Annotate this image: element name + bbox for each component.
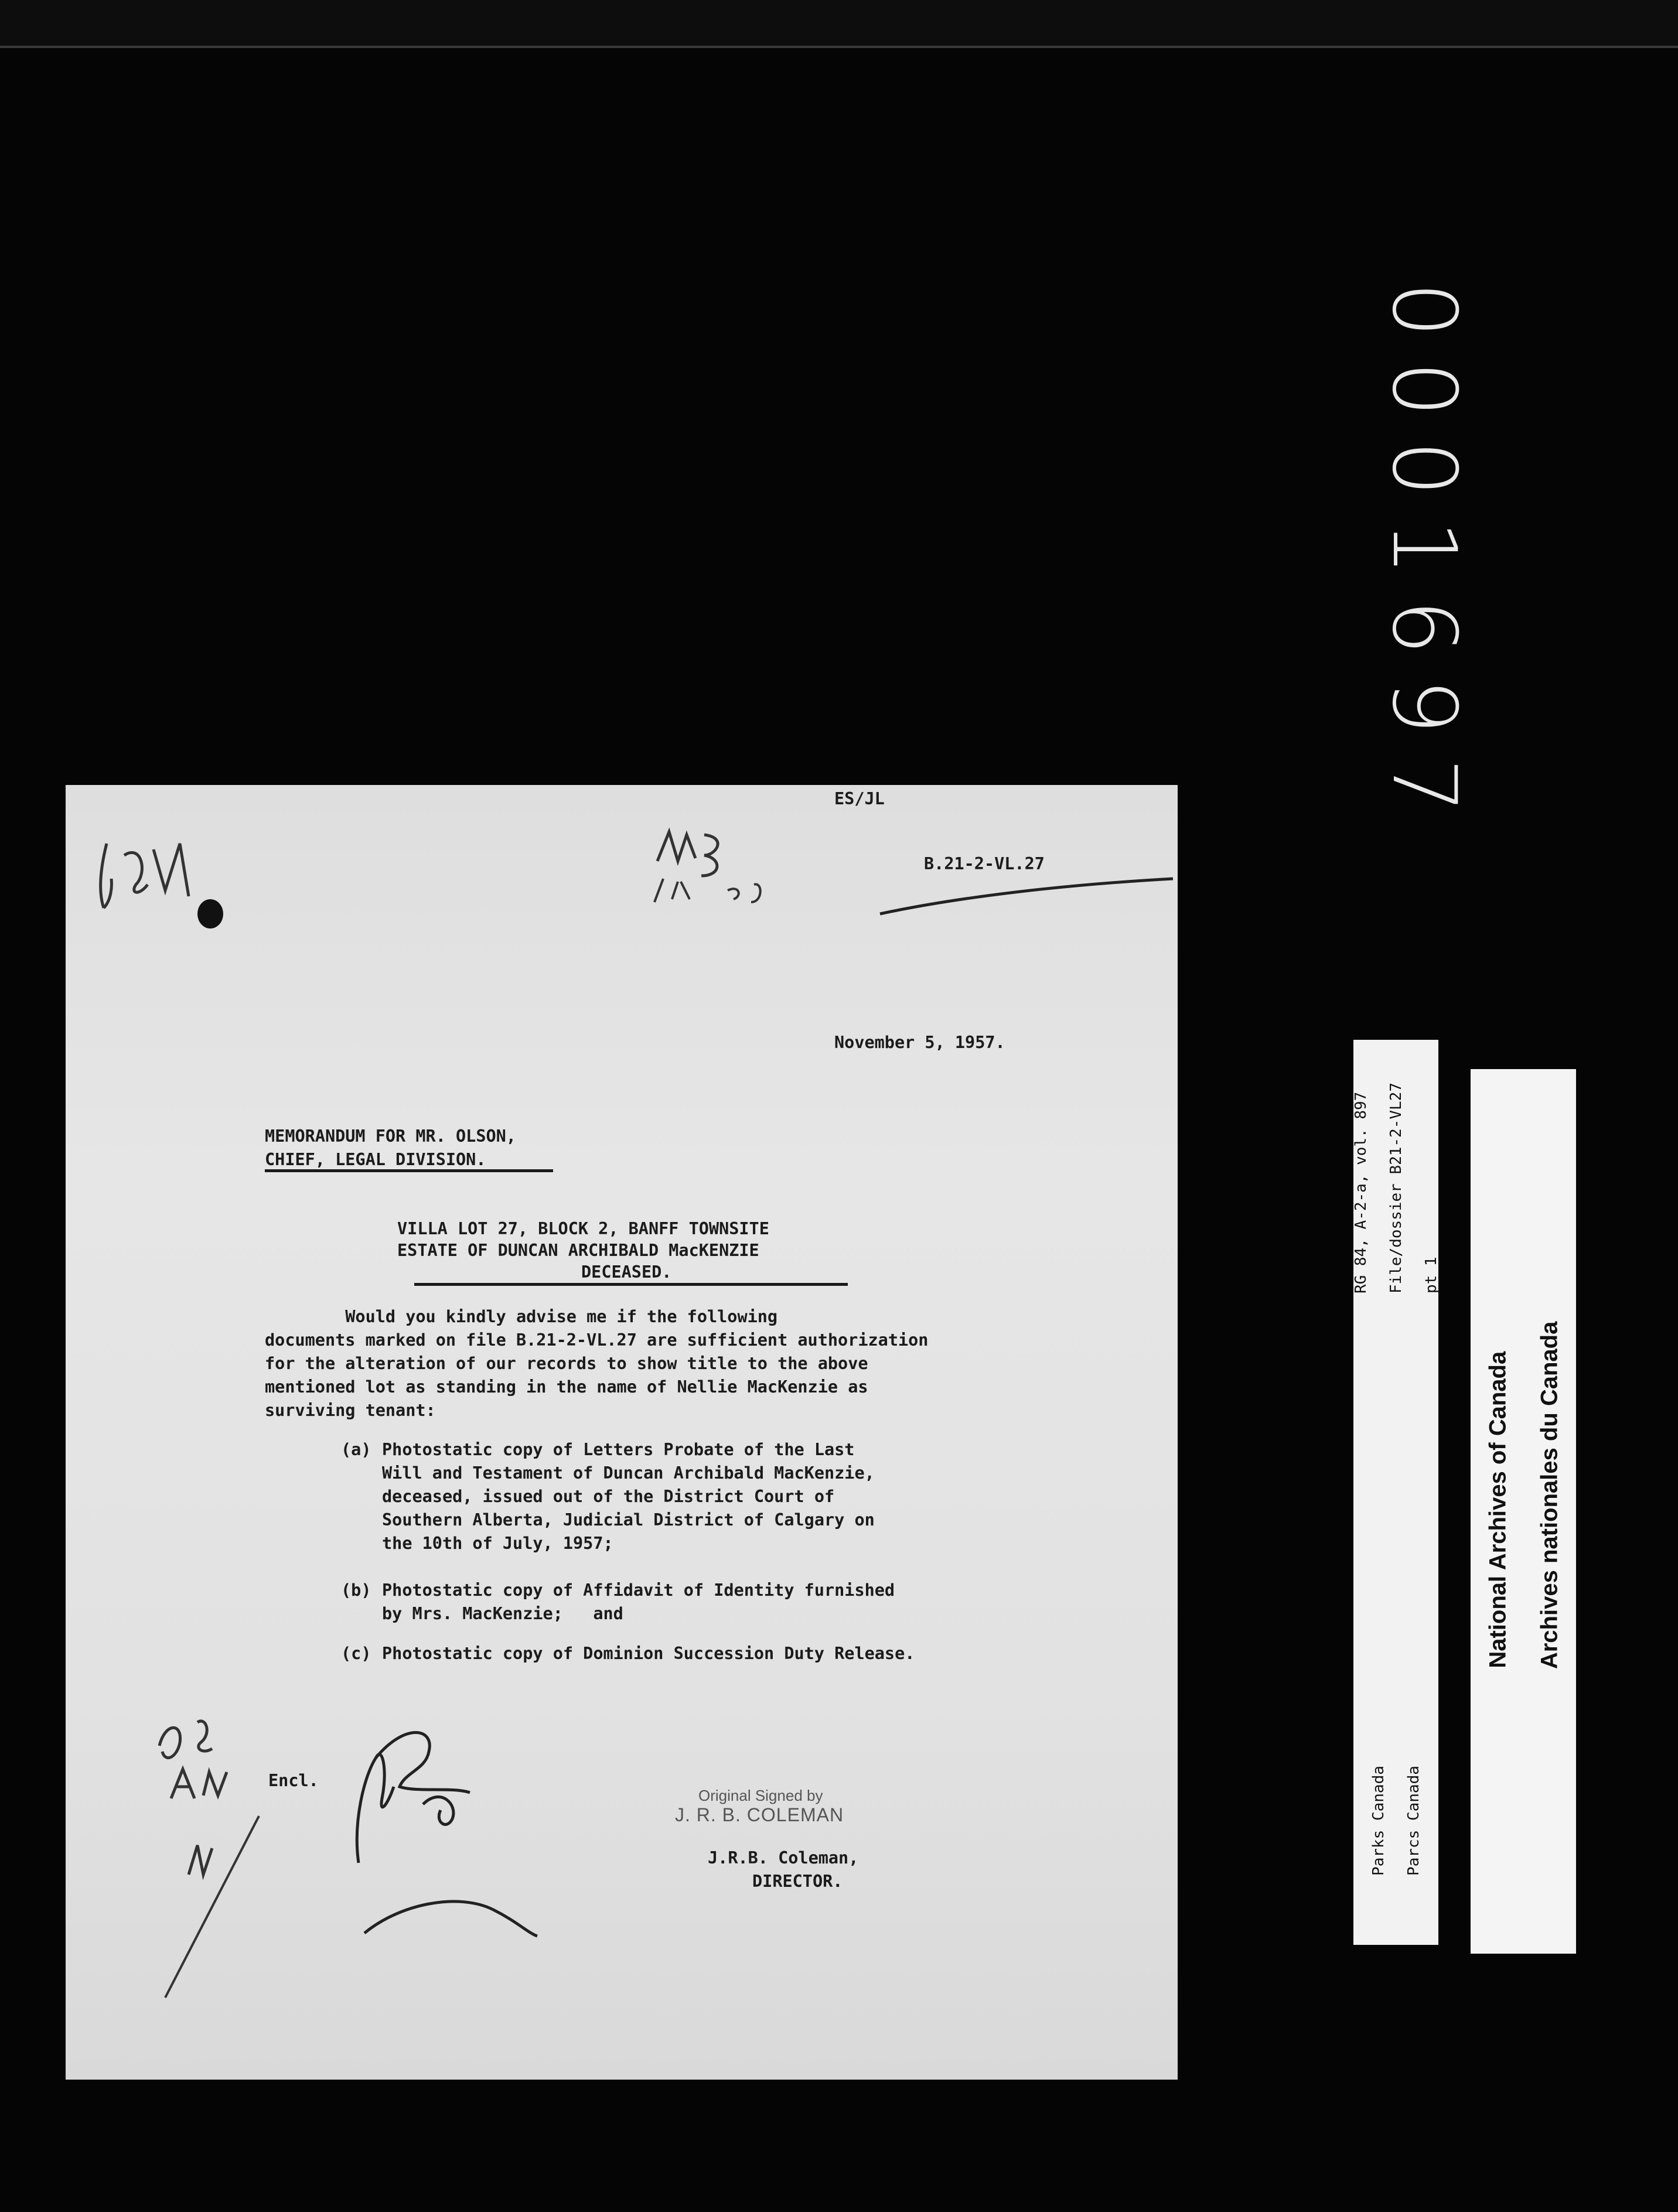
memo-date: November 5, 1957. <box>834 1033 1005 1052</box>
body-line: surviving tenant: <box>265 1401 436 1420</box>
film-frame-number: 0001697 <box>1373 281 1475 838</box>
parks-canada-fr: Parcs Canada <box>1404 1766 1423 1876</box>
body-line: documents marked on file B.21-2-VL.27 are sufficient authorization <box>265 1330 929 1350</box>
original-signed-stamp-line2: J. R. B. COLEMAN <box>675 1804 844 1825</box>
subject-line1: VILLA LOT 27, BLOCK 2, BANFF TOWNSITE <box>397 1219 769 1238</box>
signatory-name: J.R.B. Coleman, <box>708 1848 859 1868</box>
body-line: Would you kindly advise me if the following <box>265 1307 778 1326</box>
ref-line3: pt 1 <box>1422 1257 1440 1294</box>
film-edge-line <box>0 46 1678 48</box>
reference-initials: ES/JL <box>834 789 885 808</box>
enclosure-notation: Encl. <box>268 1771 319 1790</box>
addressee-underline <box>265 1169 553 1172</box>
item-b-line: by Mrs. MacKenzie; and <box>382 1604 623 1623</box>
parks-canada-label <box>1353 1040 1438 1945</box>
subject-line3: DECEASED. <box>581 1262 672 1282</box>
subject-underline <box>414 1283 848 1286</box>
ref-line1: RG 84, A-2-a, vol. 897 <box>1352 1091 1370 1294</box>
file-number: B.21-2-VL.27 <box>924 854 1045 873</box>
item-a-label: (a) <box>341 1440 371 1459</box>
item-a-line: the 10th of July, 1957; <box>382 1534 613 1553</box>
body-line: for the alteration of our records to show title to the above <box>265 1354 868 1373</box>
file-number-underline <box>874 873 1179 920</box>
handwritten-initials-top-left <box>83 820 212 926</box>
national-archives-fr: Archives nationales du Canada <box>1536 1321 1562 1670</box>
memo-page <box>66 785 1178 2080</box>
handwritten-annotation-bottom-left <box>148 1699 341 2003</box>
national-archives-en: National Archives of Canada <box>1485 1351 1510 1668</box>
handwritten-signature <box>341 1716 611 1939</box>
body-line: mentioned lot as standing in the name of Nellie MacKenzie as <box>265 1377 868 1397</box>
item-a-line: Will and Testament of Duncan Archibald MacKenzie, <box>382 1463 875 1483</box>
signatory-title: DIRECTOR. <box>752 1872 843 1891</box>
item-c-label: (c) <box>341 1644 371 1663</box>
national-archives-label <box>1471 1069 1576 1954</box>
ref-line2: File/dossier B21-2-VL27 <box>1387 1083 1405 1294</box>
film-strip-top <box>0 0 1678 47</box>
item-b-label: (b) <box>341 1581 371 1600</box>
parks-canada-en: Parks Canada <box>1369 1766 1387 1876</box>
original-signed-stamp-line1: Original Signed by <box>698 1787 823 1804</box>
item-a-line: Photostatic copy of Letters Probate of the Last <box>382 1440 855 1459</box>
item-b-line: Photostatic copy of Affidavit of Identity furnished <box>382 1581 895 1600</box>
addressee-line1: MEMORANDUM FOR MR. OLSON, <box>265 1127 516 1146</box>
addressee-line2: CHIEF, LEGAL DIVISION. <box>265 1150 486 1169</box>
parks-canada-name-block <box>1356 1760 1435 1936</box>
national-archives-text-block <box>1476 1292 1570 1737</box>
handwritten-initials-center <box>646 826 798 914</box>
item-c-line: Photostatic copy of Dominion Succession Duty Release. <box>382 1644 915 1663</box>
subject-line2: ESTATE OF DUNCAN ARCHIBALD MacKENZIE <box>397 1241 759 1260</box>
item-a-line: Southern Alberta, Judicial District of Calgary on <box>382 1510 875 1530</box>
parks-canada-ref-block <box>1352 1040 1440 1391</box>
ink-blot <box>197 899 223 929</box>
item-a-line: deceased, issued out of the District Court of <box>382 1487 835 1506</box>
